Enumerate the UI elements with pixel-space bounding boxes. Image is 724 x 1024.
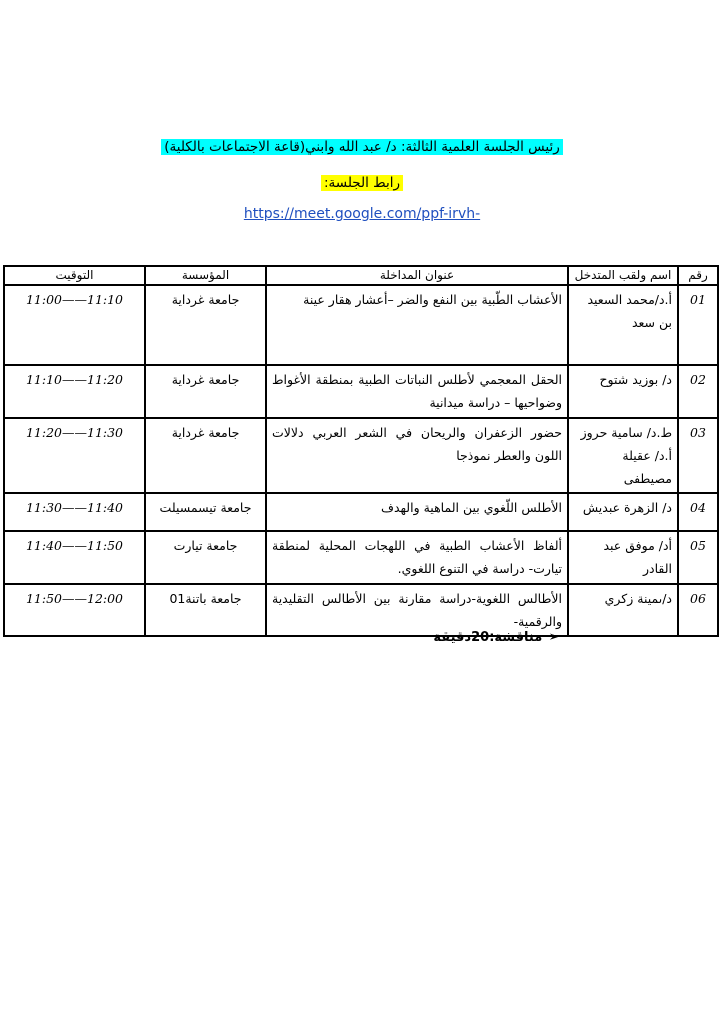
table-row xyxy=(4,365,718,418)
row-institution: جامعة باتنة01 xyxy=(145,584,266,636)
row-title: الأعشاب الطّبية بين النفع والضر –أعشار هقار عينة xyxy=(266,285,568,365)
table-row xyxy=(4,493,718,531)
row-institution: جامعة تيارت xyxy=(145,531,266,584)
row-time: 11:40——11:50 xyxy=(4,531,145,584)
row-institution: جامعة غرداية xyxy=(145,365,266,418)
session-link-label xyxy=(0,175,724,191)
row-speaker: أد/ موفق عبد القادر xyxy=(568,531,678,584)
session-chair-text: رئيس الجلسة العلمية الثالثة: د/ عبد الله وابني(قاعة الاجتماعات بالكلية) xyxy=(161,139,562,155)
session-chair-title xyxy=(0,139,724,155)
row-time: 11:20——11:30 xyxy=(4,418,145,493)
session-link-label-text: رابط الجلسة: xyxy=(321,175,403,191)
row-institution: جامعة غرداية xyxy=(145,418,266,493)
row-num: 03 xyxy=(678,418,718,493)
header-institution: المؤسسة xyxy=(145,266,266,285)
row-speaker: ط.د/ سامية حروز أ.د/ عقيلة مصيطفى xyxy=(568,418,678,493)
row-time: 11:50——12:00 xyxy=(4,584,145,636)
row-speaker: أ.د/محمد السعيد بن سعد xyxy=(568,285,678,365)
arrow-bullet-icon: ➢ xyxy=(548,629,560,645)
row-title: الأطلس اللّغوي بين الماهية والهدف xyxy=(266,493,568,531)
row-num: 06 xyxy=(678,584,718,636)
row-speaker: د/ بوزيد شتوح xyxy=(568,365,678,418)
discussion-note xyxy=(433,629,560,645)
row-num: 02 xyxy=(678,365,718,418)
row-title: حضور الزعفران والريحان في الشعر العربي دلالات اللون والعطر نموذجا xyxy=(266,418,568,493)
session-link[interactable]: https://meet.google.com/ppf-irvh- xyxy=(243,206,481,222)
discussion-text: مناقشة:20دقيقة xyxy=(433,630,543,645)
row-title: الأطالس اللغوية-دراسة مقارنة بين الأطالس التقليدية والرقمية- xyxy=(266,584,568,636)
header-num: رقم xyxy=(678,266,718,285)
header-title: عنوان المداخلة xyxy=(266,266,568,285)
row-num: 01 xyxy=(678,285,718,365)
row-speaker: د/ الزهرة عبديش xyxy=(568,493,678,531)
table-row xyxy=(4,584,718,636)
header-time: التوقيت xyxy=(4,266,145,285)
row-institution: جامعة تيسمسيلت xyxy=(145,493,266,531)
row-time: 11:30——11:40 xyxy=(4,493,145,531)
row-speaker: د/ىمينة زكري xyxy=(568,584,678,636)
row-num: 04 xyxy=(678,493,718,531)
table-header-row xyxy=(4,266,718,285)
row-institution: جامعة غرداية xyxy=(145,285,266,365)
row-title: ألفاظ الأعشاب الطبية في اللهجات المحلية لمنطقة تيارت- دراسة في التنوع اللغوي. xyxy=(266,531,568,584)
row-time: 11:00——11:10 xyxy=(4,285,145,365)
table-row xyxy=(4,531,718,584)
row-time: 11:10——11:20 xyxy=(4,365,145,418)
table-row xyxy=(4,285,718,365)
row-num: 05 xyxy=(678,531,718,584)
program-table xyxy=(3,265,719,637)
row-title: الحقل المعجمي لأطلس النباتات الطبية بمنطقة الأغواط وضواحيها – دراسة ميدانية xyxy=(266,365,568,418)
table-row xyxy=(4,418,718,493)
header-name: اسم ولقب المتدخل xyxy=(568,266,678,285)
